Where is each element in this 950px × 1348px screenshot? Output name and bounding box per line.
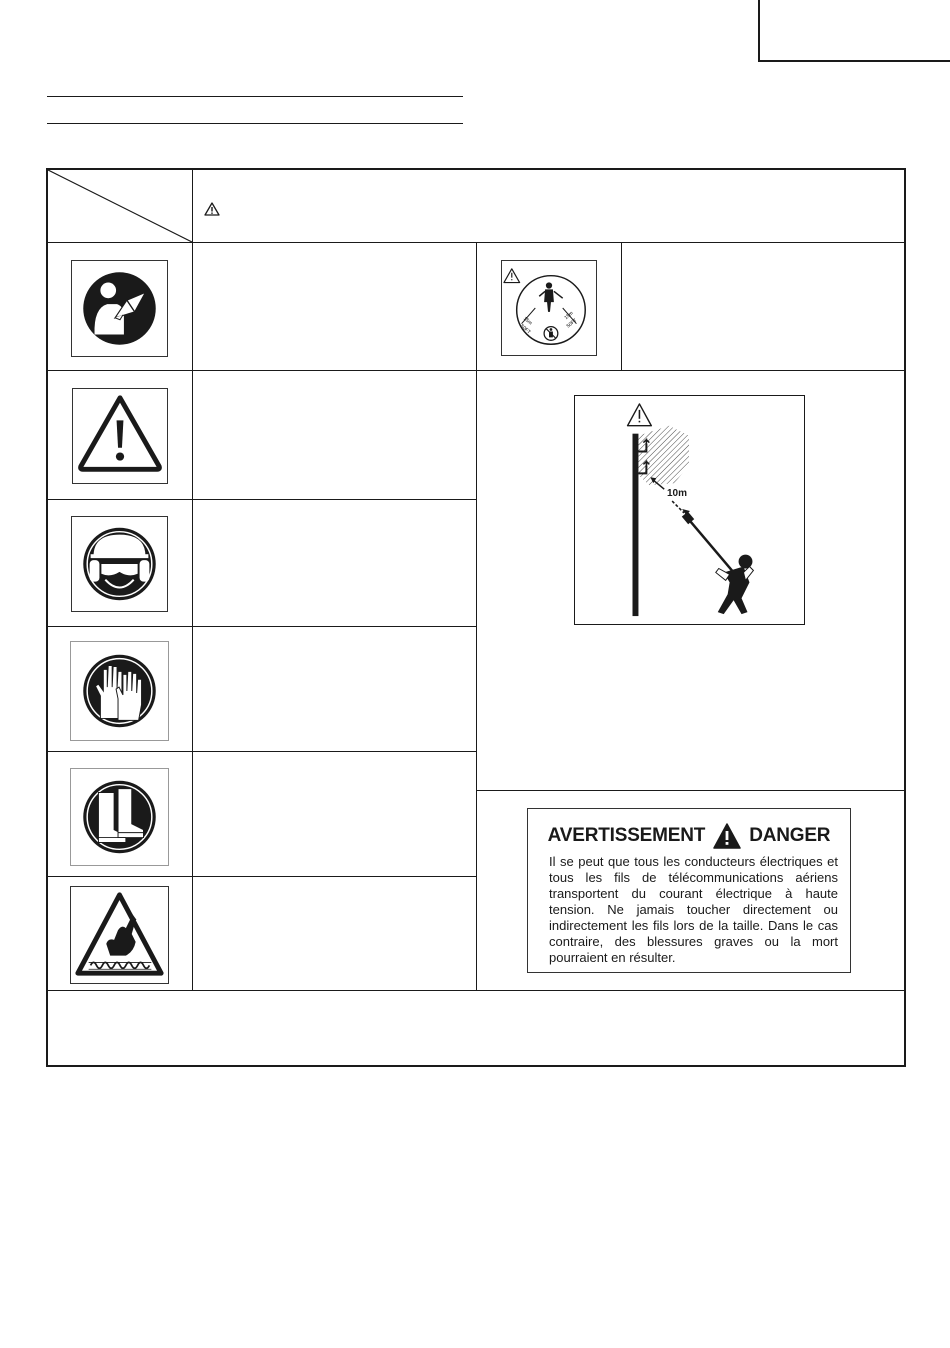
column-divider-right-icons [621, 242, 622, 370]
heading-rule-top [47, 96, 463, 97]
column-divider-icons [192, 170, 193, 990]
column-divider-middle [476, 242, 477, 990]
row-divider-3 [48, 626, 476, 627]
gloves-icon [70, 641, 169, 741]
row-divider-right [476, 790, 904, 791]
danger-warning-text: Il se peut que tous les conducteurs électriques et tous les fils de télécommunications aériens transportent du courant électrique à haute tension. Ne jamais toucher directement ou indirectement les fils lors de la taille. Dans le cas contraire, des blessures graves ou la mort pourraient en résulter. [549, 854, 838, 965]
read-manual-icon [71, 260, 168, 357]
avertissement-title: AVERTISSEMENT [547, 825, 706, 846]
row-divider-footer [48, 990, 904, 991]
bystander-distance-icon [501, 260, 597, 356]
bystander-distance-left-label: 15m [521, 316, 533, 327]
distance-label: 10m [667, 488, 688, 499]
row-divider-5 [48, 876, 476, 877]
bystander-distance-right-label: 15m [564, 311, 575, 321]
hand-blade-hazard-icon [70, 886, 169, 984]
bystander-feet-left-label: 50FT [518, 324, 531, 336]
page-number-tab [758, 0, 950, 62]
bystander-feet-right-label: 50FT [566, 318, 579, 330]
danger-warning-icon [713, 823, 741, 849]
danger-warning-label [527, 808, 851, 973]
helmet-goggles-earmuffs-icon [71, 516, 168, 612]
heading-rule-bottom [47, 123, 463, 124]
row-divider-4 [48, 751, 476, 752]
power-line-distance-figure [574, 395, 805, 625]
header-diagonal-line [48, 170, 192, 242]
row-divider-2 [48, 499, 476, 500]
warning-triangle-icon [72, 388, 168, 484]
danger-warning-heading [528, 823, 850, 849]
header-warning-icon [204, 202, 220, 216]
danger-title: DANGER [749, 825, 831, 846]
safety-boots-icon [70, 768, 169, 866]
